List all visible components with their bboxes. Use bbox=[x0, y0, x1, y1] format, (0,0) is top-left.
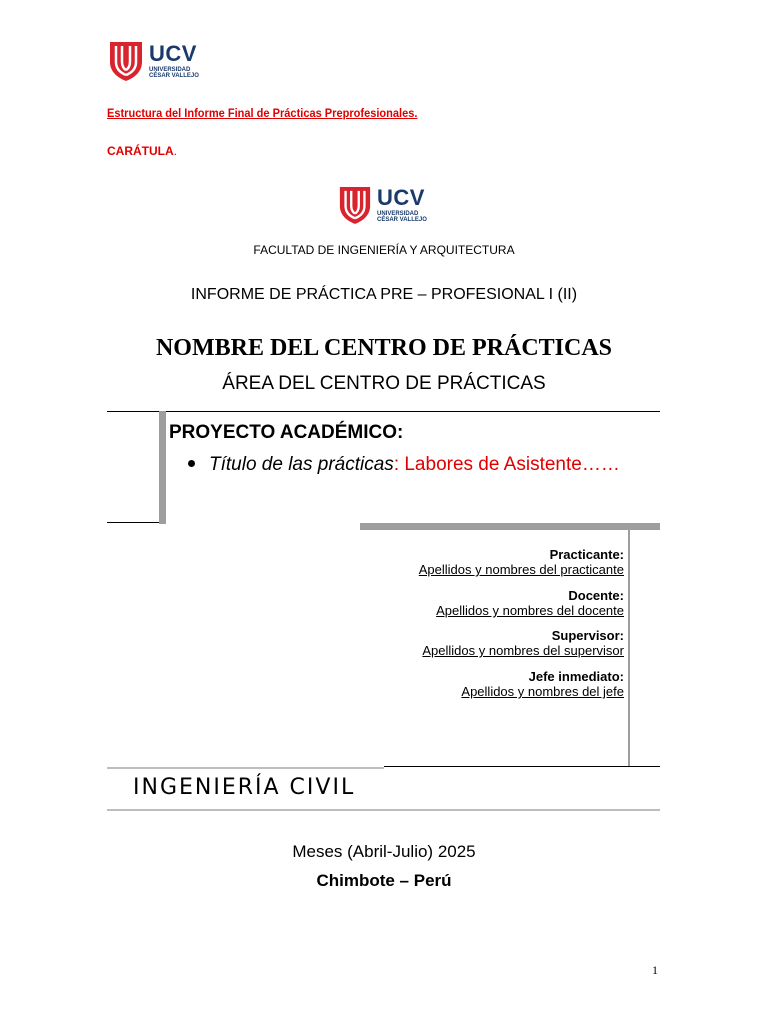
project-top-line bbox=[107, 411, 660, 412]
career: INGENIERÍA CIVIL bbox=[133, 775, 356, 800]
logo-line1: UNIVERSIDAD bbox=[377, 211, 419, 217]
career-bottom-line bbox=[107, 809, 660, 811]
logo-name: UCV bbox=[377, 185, 425, 210]
person-supervisor: Supervisor: Apellidos y nombres del supervisor bbox=[422, 628, 624, 658]
logo-name: UCV bbox=[149, 41, 197, 66]
project-bottom-line bbox=[107, 522, 159, 523]
period: Meses (Abril-Julio) 2025 bbox=[292, 842, 476, 861]
caratula-label: CARÁTULA. bbox=[107, 144, 177, 158]
ucv-logo-center bbox=[338, 184, 427, 226]
page-number: 1 bbox=[652, 963, 658, 977]
career-top-line bbox=[107, 767, 384, 769]
report-type: INFORME DE PRÁCTICA PRE – PROFESIONAL I (II) bbox=[190, 286, 578, 303]
people-top-bar bbox=[360, 523, 660, 530]
faculty: FACULTAD DE INGENIERÍA Y ARQUITECTURA bbox=[253, 243, 515, 257]
people-side-bar bbox=[628, 530, 630, 766]
bullet bbox=[188, 460, 195, 467]
logo-line1: UNIVERSIDAD bbox=[149, 67, 191, 73]
logo-line2: CÉSAR VALLEJO bbox=[377, 217, 427, 223]
people-bottom-line bbox=[384, 766, 660, 767]
ucv-shield-icon bbox=[338, 184, 372, 226]
ucv-logo-top bbox=[108, 40, 199, 82]
ucv-shield-icon bbox=[108, 40, 144, 82]
person-docente: Docente: Apellidos y nombres del docente bbox=[436, 588, 624, 618]
center-area: ÁREA DEL CENTRO DE PRÁCTICAS bbox=[222, 373, 546, 394]
location: Chimbote – Perú bbox=[316, 871, 452, 890]
project-side-bar bbox=[159, 411, 166, 524]
project-label: PROYECTO ACADÉMICO: bbox=[169, 422, 404, 443]
project-title: Título de las prácticas: Labores de Asistente…… bbox=[188, 454, 620, 476]
logo-line2: CÉSAR VALLEJO bbox=[149, 73, 199, 79]
person-jefe: Jefe inmediato: Apellidos y nombres del jefe bbox=[461, 669, 624, 699]
center-name: NOMBRE DEL CENTRO DE PRÁCTICAS bbox=[155, 335, 613, 361]
structure-title: Estructura del Informe Final de Prácticas Preprofesionales. bbox=[107, 106, 418, 120]
person-practicante: Practicante: Apellidos y nombres del practicante bbox=[418, 547, 624, 577]
